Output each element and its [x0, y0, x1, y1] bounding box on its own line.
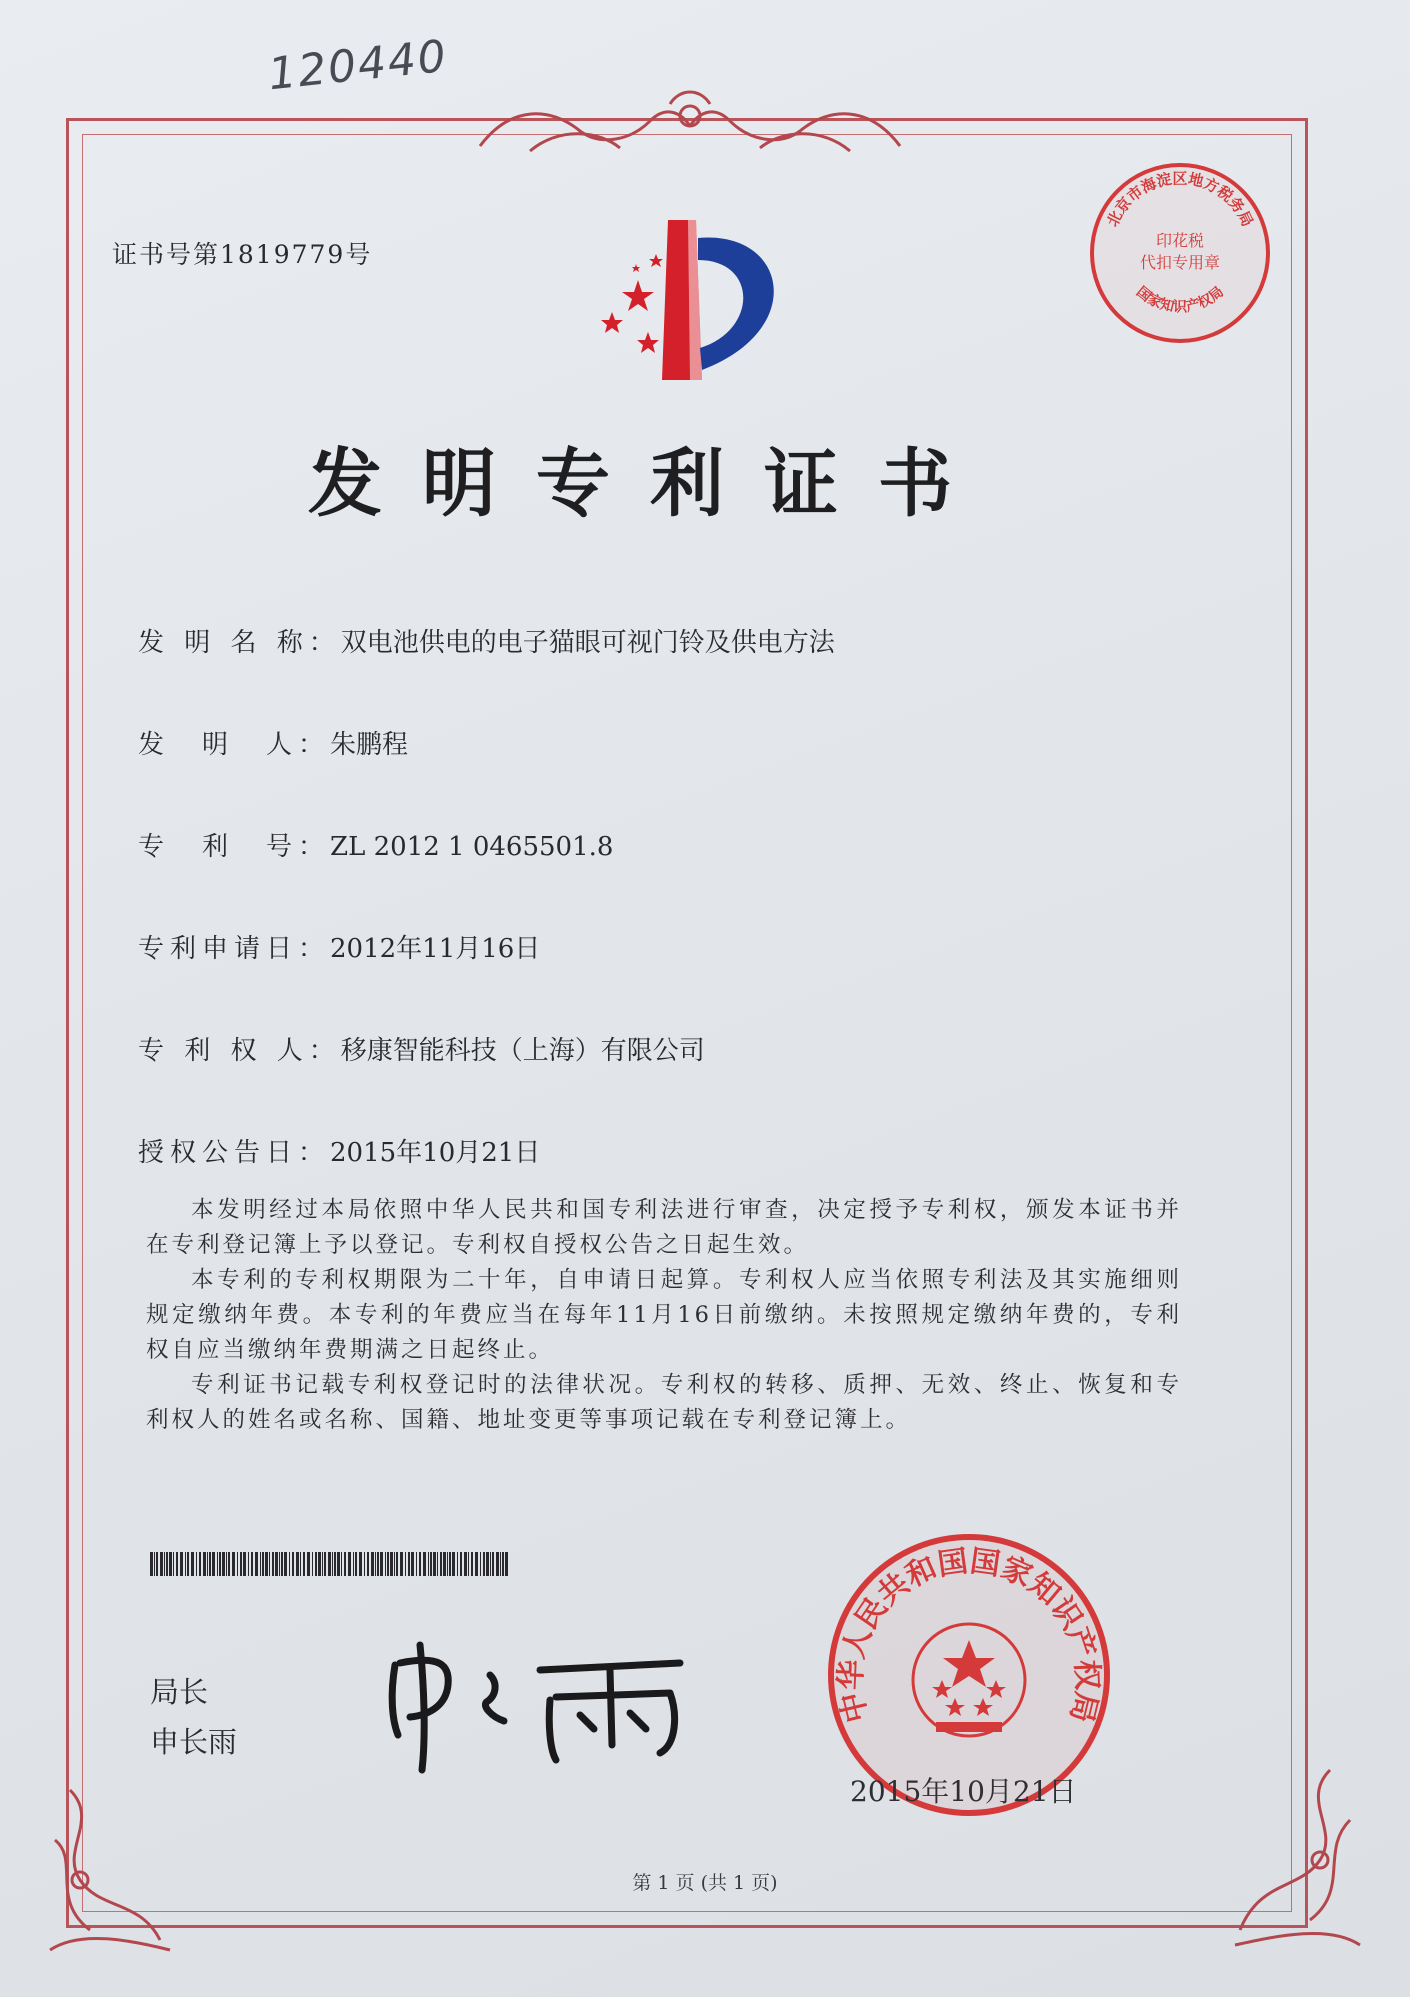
- director-name: 申长雨: [150, 1725, 238, 1759]
- handwritten-note: 120440: [265, 30, 451, 101]
- field-value: 移康智能科技（上海）有限公司: [340, 1036, 705, 1066]
- body-paragraph: 专利证书记载专利权登记时的法律状况。专利权的转移、质押、无效、终止、恢复和专利权人的姓名或名称、国籍、地址变更等事项记载在专利登记簿上。: [146, 1372, 1182, 1433]
- barcode: [150, 1552, 510, 1576]
- field-label: 发 明 名 称：: [138, 628, 341, 658]
- field-label: 专 利 号：: [138, 832, 331, 862]
- field-patent-number: [138, 826, 613, 863]
- field-value: ZL 2012 1 0465501.8: [330, 832, 614, 862]
- certificate-body: [146, 1193, 1182, 1438]
- field-inventor: [138, 724, 408, 761]
- grant-date: 2015年10月21日: [850, 1775, 1077, 1808]
- page-title: 发明专利证书: [308, 441, 992, 527]
- field-label: 专利申请日：: [138, 934, 331, 964]
- seal-text: 中华人民共和国国家知识产权局: [833, 1543, 1105, 1726]
- field-label: 发 明 人：: [138, 730, 331, 760]
- field-value: 2015年10月21日: [330, 1138, 541, 1168]
- field-patentee: [138, 1030, 705, 1067]
- field-label: 授权公告日：: [138, 1138, 331, 1168]
- tax-stamp-bottom-text: 国家知识产权局: [1133, 283, 1227, 316]
- tax-stamp-line1: 印花税: [1155, 231, 1205, 250]
- body-paragraph: 本专利的专利权期限为二十年，自申请日起算。专利权人应当依照专利法及其实施细则规定缴纳年费。本专利的年费应当在每年11月16日前缴纳。未按照规定缴纳年费的，专利权自应当缴纳年费期满之日起终止。: [146, 1267, 1182, 1363]
- field-label: 专 利 权 人：: [138, 1036, 341, 1066]
- handwritten-signature: [380, 1625, 700, 1775]
- director-title: 局长: [150, 1675, 209, 1709]
- top-ornament: [470, 86, 910, 166]
- patent-office-logo: [578, 220, 808, 390]
- field-value: 2012年11月16日: [330, 934, 541, 964]
- field-grant-announcement-date: [138, 1132, 540, 1169]
- tax-stamp: [1085, 158, 1275, 348]
- body-paragraph: 本发明经过本局依照中华人民共和国专利法进行审查，决定授予专利权，颁发本证书并在专利登记簿上予以登记。专利权自授权公告之日起生效。: [146, 1197, 1182, 1258]
- tax-stamp-line2: 代扣专用章: [1139, 253, 1221, 272]
- certificate-number: 证书号第1819779号: [112, 240, 373, 269]
- page-footer: 第 1 页 (共 1 页): [632, 1872, 778, 1894]
- tax-stamp-outer-text: 北京市海淀区地方税务局: [1103, 169, 1257, 230]
- field-invention-name: [138, 622, 835, 659]
- field-value: 双电池供电的电子猫眼可视门铃及供电方法: [340, 628, 835, 658]
- field-value: 朱鹏程: [330, 730, 409, 760]
- corner-ornament-bottom-right: [1220, 1760, 1370, 1960]
- field-application-date: [138, 928, 540, 965]
